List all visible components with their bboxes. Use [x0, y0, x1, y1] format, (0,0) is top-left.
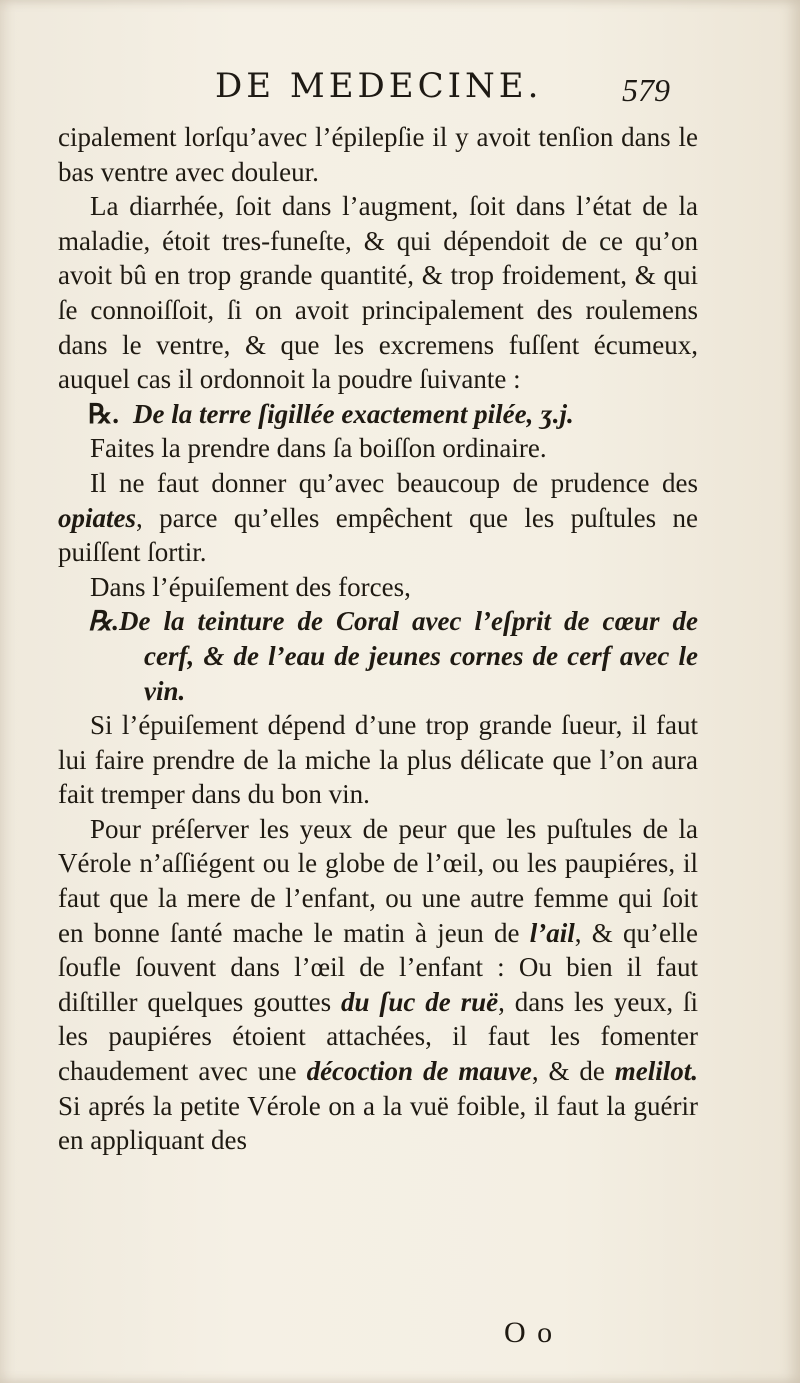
text-segment: Pour préſerver les yeux de peur que les puſtules de la Vérole n’aſſiégent ou le globe de l’œil, ou les paupiéres, il faut que la mere de l’enfant, ou une autre femme qui ſoit en bonne ſanté mache le matin à jeun de: [58, 813, 698, 948]
recipe-symbol: ℞.: [88, 606, 119, 637]
text-segment: Il ne faut donner qu’avec beaucoup de prudence des: [90, 467, 698, 498]
paragraph-instruction: Faites la prendre dans ſa boiſſon ordinaire.: [90, 433, 547, 464]
italic-term-melilot: melilot.: [614, 1056, 698, 1087]
paragraph-diarrhea: La diarrhée, ſoit dans l’augment, ſoit dans l’état de la maladie, étoit tres-funeſte, & qui dépendoit de ce qu’on avoit bû en trop grande quantité, & trop froidement, & qui ſe connoiſſoit, ſi on avoit principalement des roulemens dans le ventre, & que les excremens fuſſent écumeux, auquel cas il ordonnoit la poudre ſuivante :: [58, 191, 698, 395]
italic-term-opiates: opiates: [58, 502, 136, 533]
italic-term-suc-de-rue: du ſuc de ruë: [341, 986, 499, 1017]
paragraph-continuation: cipalement lorſqu’avec l’épilepſie il y avoit tenſion dans le bas ventre avec douleur.: [58, 122, 698, 187]
recipe-symbol: ℞.: [88, 398, 119, 429]
page-number: 579: [622, 72, 670, 108]
page-header: [0, 62, 800, 122]
text-segment: , & de: [531, 1056, 615, 1087]
paragraph-sueur: Si l’épuiſement dépend d’une trop grande ſueur, il faut lui faire prendre de la miche la plus délicate que l’on aura fait tremper dans du bon vin.: [58, 710, 698, 810]
paragraph-opiates: [58, 466, 698, 570]
paragraph-yeux: [58, 812, 698, 1158]
recipe-terre-sigillee: [58, 397, 698, 432]
paragraph-epuisement: Dans l’épuiſement des forces,: [90, 571, 411, 602]
italic-term-ail: l’ail: [529, 917, 575, 948]
text-segment: Si aprés la petite Vérole on a la vuë foible, il faut la guérir en appliquant des: [58, 1090, 698, 1156]
recipe-text: De la terre ſigillée exactement pilée, ʒ.j.: [132, 398, 574, 429]
text-segment: , parce qu’elles empêchent que les puſtules ne puiſſent ſortir.: [58, 502, 698, 568]
italic-term-decoction: décoction de mauve: [306, 1056, 532, 1087]
body-text: [58, 120, 698, 1158]
signature-mark: O o: [504, 1316, 555, 1349]
recipe-text: De la teinture de Coral avec l’eſprit de cœur de cerf, & de l’eau de jeunes cornes de cerf avec le vin.: [118, 606, 698, 706]
running-head: DE MEDECINE.: [215, 66, 543, 106]
recipe-teinture-coral: [58, 604, 698, 708]
text-segment: , & qu’elle ſoufle ſouvent dans l’œil de l’enfant : Ou bien il faut diſtiller quelques gouttes: [58, 917, 699, 1017]
text-segment: , dans les yeux, ſi les paupiéres étoient attachées, il faut les fomenter chaudement avec une: [58, 986, 698, 1087]
